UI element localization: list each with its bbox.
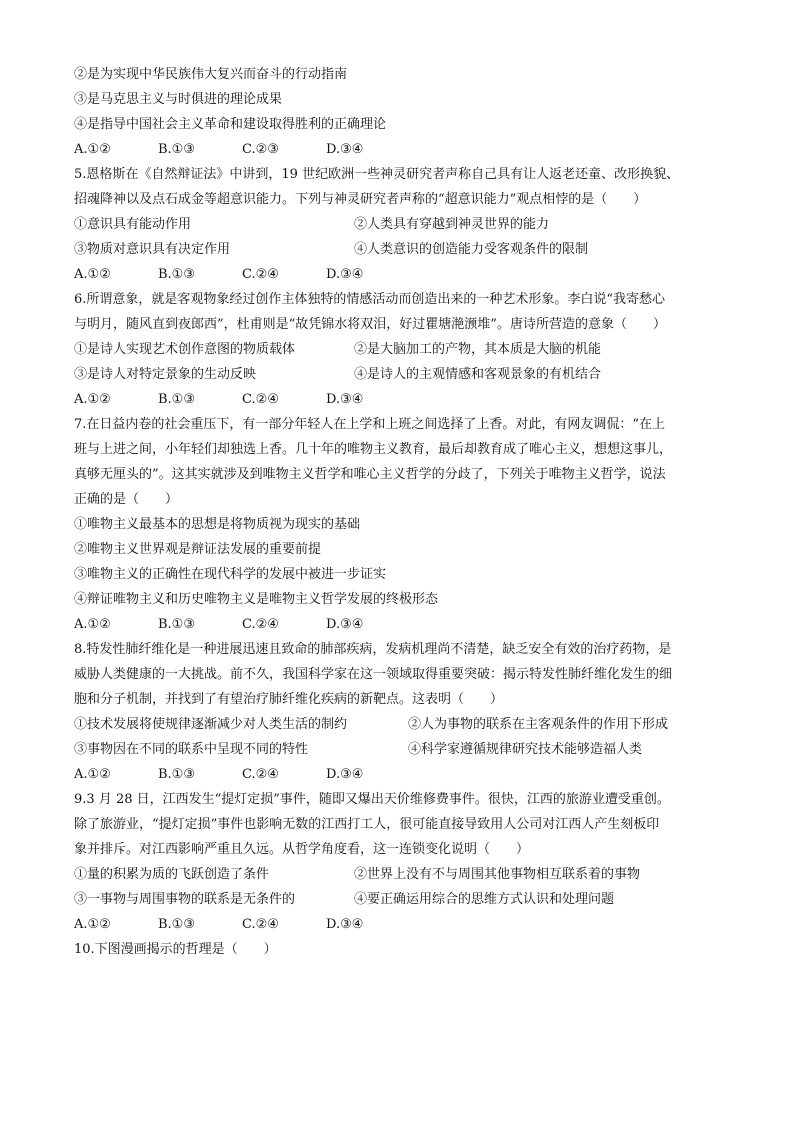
q7-stem-line-2: 班与上进之间，小年轻们却独选上香。几十年的唯物主义教育，最后却教育成了唯心主义，想想这事儿， [74,442,673,457]
q9-statements-row-1 [74,862,724,887]
q5-stem-line-2: 招魂降神以及点石成金等超意识能力。下列与神灵研究者声称的“超意识能力”观点相悖的是（ ） [74,192,647,207]
q8-option-a[interactable]: A.①② [74,767,111,782]
q8-statements-row-1 [74,712,724,737]
q8-options [74,762,724,787]
q9-statement-3: ③一事物与周围事物的联系是无条件的 [74,892,296,907]
q5-option-b[interactable]: B.①③ [158,267,195,282]
q8-statement-3: ③事物因在不同的联系中呈现不同的特性 [74,742,309,757]
q4-option-c[interactable]: C.②③ [242,142,279,157]
q4-option-a[interactable]: A.①② [74,142,111,157]
q7-stem-line-1: 7.在日益内卷的社会重压下，有一部分年轻人在上学和上班之间选择了上香。对此，有网友调侃：“在上 [74,417,666,432]
q7-option-b[interactable]: B.①③ [158,617,195,632]
q6-options [74,387,724,412]
q9-option-c[interactable]: C.②④ [242,917,279,932]
q7-option-c[interactable]: C.②④ [242,617,279,632]
q9-statement-1: ①量的积累为质的飞跃创造了条件 [74,867,270,882]
q5-option-a[interactable]: A.①② [74,267,111,282]
q5-statement-3: ③物质对意识具有决定作用 [74,242,231,257]
q4-statement-3: ③是马克思主义与时俱进的理论成果 [74,92,283,107]
q9-options [74,912,724,937]
q9-statements-row-2 [74,887,724,912]
q6-statements-row-1 [74,337,724,362]
q8-statement-1: ①技术发展将使规律逐渐减少对人类生活的制约 [74,717,348,732]
q4-options [74,137,724,162]
q8-option-b[interactable]: B.①③ [158,767,195,782]
q6-stem-line-1: 6.所谓意象，就是客观物象经过创作主体独特的情感活动而创造出来的一种艺术形象。李白说“我寄愁心 [74,292,666,307]
q5-option-c[interactable]: C.②④ [242,267,279,282]
q8-statements-row-2 [74,737,724,762]
q9-stem-line-1: 9.3 月 28 日，江西发生“提灯定损”事件，随即又爆出天价维修费事件。很快，江西的旅游业遭受重创。 [74,792,670,807]
q7-statement-2: ②唯物主义世界观是辩证法发展的重要前提 [74,542,322,557]
q5-options [74,262,724,287]
q7-stem-line-3: 真够无厘头的”。这其实就涉及到唯物主义哲学和唯心主义哲学的分歧了，下列关于唯物主义哲学，说法 [74,467,666,482]
q6-stem-line-2: 与明月，随风直到夜郎西”，杜甫则是“故凭锦水将双泪，好过瞿塘滟滪堆”。唐诗所营造的意象（ ） [74,317,666,332]
q5-statement-4: ④人类意识的创造能力受客观条件的限制 [354,242,589,257]
q5-statements-row-1 [74,212,724,237]
q7-statement-3: ③唯物主义的正确性在现代科学的发展中被进一步证实 [74,567,387,582]
q10-stem: 10.下图漫画揭示的哲理是（ ） [74,942,277,957]
q8-option-d[interactable]: D.③④ [326,767,364,782]
q9-statement-2: ②世界上没有不与周围其他事物相互联系着的事物 [354,867,641,882]
q6-option-c[interactable]: C.②④ [242,392,279,407]
q4-option-b[interactable]: B.①③ [158,142,195,157]
q5-stem-line-1: 5.恩格斯在《自然辩证法》中讲到，19 世纪欧洲一些神灵研究者声称自己具有让人返老还童、改形换貌、 [74,167,680,182]
q7-option-a[interactable]: A.①② [74,617,111,632]
q5-option-d[interactable]: D.③④ [326,267,364,282]
q7-statement-4: ④辩证唯物主义和历史唯物主义是唯物主义哲学发展的终极形态 [74,592,439,607]
q5-statement-1: ①意识具有能动作用 [74,217,192,232]
q8-stem-line-1: 8.特发性肺纤维化是一种进展迅速且致命的肺部疾病，发病机理尚不清楚，缺乏安全有效的治疗药物，是 [74,642,672,657]
q6-statements-row-2 [74,362,724,387]
q7-statement-1: ①唯物主义最基本的思想是将物质视为现实的基础 [74,517,361,532]
q4-statement-4: ④是指导中国社会主义革命和建设取得胜利的正确理论 [74,117,387,132]
q6-option-a[interactable]: A.①② [74,392,111,407]
q6-statement-4: ④是诗人的主观情感和客观景象的有机结合 [354,367,602,382]
q8-stem-line-2: 威胁人类健康的一大挑战。前不久，我国科学家在这一领域取得重要突破：揭示特发性肺纤维化发生的细 [74,667,673,682]
q9-option-b[interactable]: B.①③ [158,917,195,932]
q9-option-d[interactable]: D.③④ [326,917,364,932]
q5-statements-row-2 [74,237,724,262]
q4-option-d[interactable]: D.③④ [326,142,364,157]
q9-stem-line-2: 除了旅游业，“提灯定损”事件也影响无数的江西打工人，很可能直接导致用人公司对江西人产生刻板印 [74,817,660,832]
q8-stem-line-3: 胞和分子机制，并找到了有望治疗肺纤维化疾病的新靶点。这表明（ ） [74,692,504,707]
q8-option-c[interactable]: C.②④ [242,767,279,782]
q6-option-d[interactable]: D.③④ [326,392,364,407]
q7-stem-line-4: 正确的是（ ） [74,492,179,507]
q9-statement-4: ④要正确运用综合的思维方式认识和处理问题 [354,892,615,907]
q8-statement-2: ②人为事物的联系在主客观条件的作用下形成 [408,717,669,732]
q5-statement-2: ②人类具有穿越到神灵世界的能力 [354,217,550,232]
q7-options [74,612,724,637]
q4-statement-2: ②是为实现中华民族伟大复兴而奋斗的行动指南 [74,67,348,82]
q6-statement-3: ③是诗人对特定景象的生动反映 [74,367,257,382]
q9-stem-line-3: 象并排斥。对江西影响严重且久远。从哲学角度看，这一连锁变化说明（ ） [74,842,530,857]
q8-statement-4: ④科学家遵循规律研究技术能够造福人类 [408,742,643,757]
q9-option-a[interactable]: A.①② [74,917,111,932]
q6-statement-2: ②是大脑加工的产物，其本质是大脑的机能 [354,342,602,357]
exam-page [74,62,724,962]
q6-statement-1: ①是诗人实现艺术创作意图的物质载体 [74,342,296,357]
q6-option-b[interactable]: B.①③ [158,392,195,407]
q7-option-d[interactable]: D.③④ [326,617,364,632]
